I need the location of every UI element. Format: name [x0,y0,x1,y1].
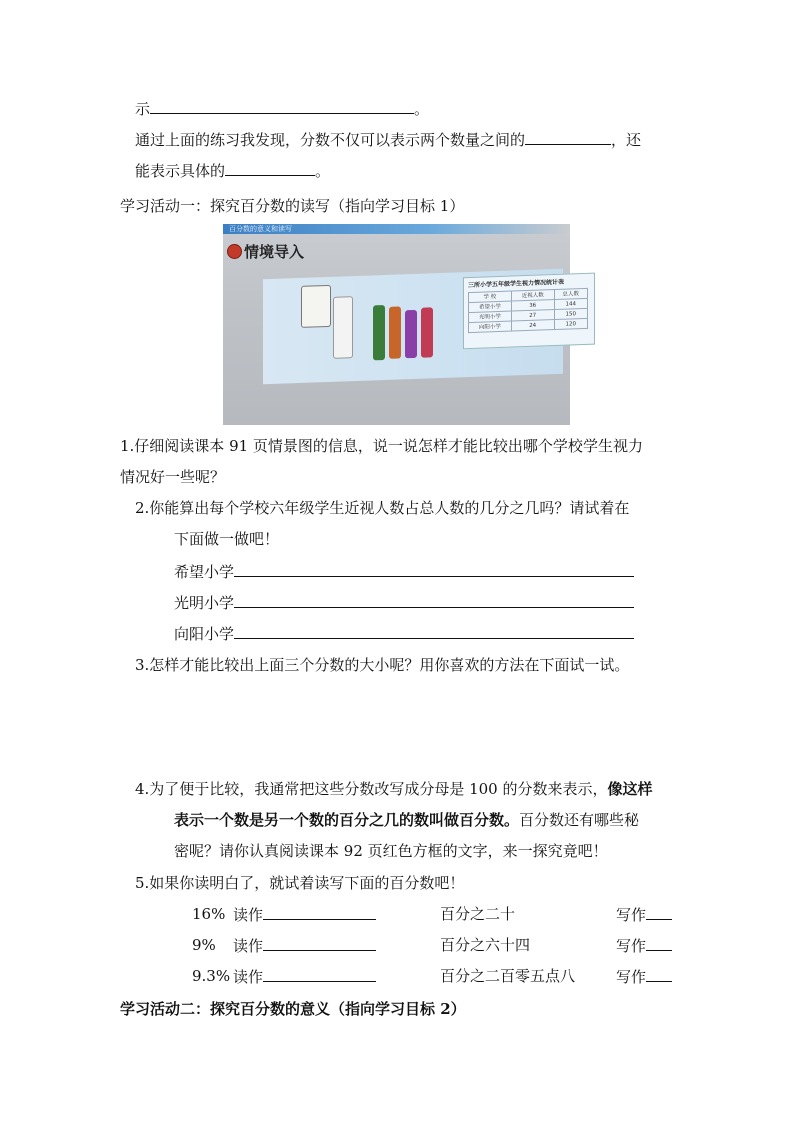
read-row-3: 读作 [233,966,376,987]
read-answer-line[interactable] [263,935,376,951]
read-row-1: 读作 [233,904,376,925]
answer-row-school-3: 向阳小学 [174,623,634,644]
photo-header-strip: 百分数的意义和读写 [223,224,570,234]
answer-row-school-2: 光明小学 [174,592,634,613]
photo-title: 情境导入 [244,243,305,261]
eye-chart-icon [301,285,331,328]
activity2-heading: 学习活动二：探究百分数的意义（指向学习目标 2） [120,1000,466,1018]
read-answer-line[interactable] [263,966,376,982]
chinese-percent-1: 百分之二十 [440,905,516,923]
blank-line-3[interactable] [225,160,315,176]
read-answer-line[interactable] [263,904,376,920]
chinese-percent-2: 百分之六十四 [440,936,531,954]
line-1: 示 。 [135,100,430,118]
textbook-photo [223,224,580,425]
child-figure-icon [373,305,385,360]
scene-illustration [263,269,580,384]
percent-9: 9% [192,936,216,954]
q1-line-2: 情况好一些呢？ [120,468,226,486]
q4-line-2: 表示一个数是另一个数的百分之几的数叫做百分数。百分数还有哪些秘 [174,811,640,829]
answer-row-school-1: 希望小学 [174,561,634,582]
write-row-2: 写作 [616,935,672,956]
write-row-1: 写作 [616,904,672,925]
vision-stats-table: 三所小学五年级学生视力情况统计表 学 校 近视人数 总人数 希望小学 36 144 光明小学 27 150 向阳小学 24 120 [463,273,595,350]
answer-line[interactable] [234,623,634,639]
stats-table: 学 校 近视人数 总人数 希望小学 36 144 光明小学 27 150 向阳小学 24 120 [468,288,588,333]
answer-line[interactable] [234,561,634,577]
q3-line: 3.怎样才能比较出上面三个分数的大小呢？用你喜欢的方法在下面试一试。 [135,656,630,674]
doctor-figure-icon [333,296,353,359]
blank-line-2[interactable] [525,129,611,145]
q2-line-1: 2.你能算出每个学校六年级学生近视人数占总人数的几分之几吗？请试着在 [135,499,630,517]
table-row: 向阳小学 24 120 [469,318,588,332]
write-answer-line[interactable] [646,904,672,920]
percent-9-3: 9.3% [192,967,231,985]
read-row-2: 读作 [233,935,376,956]
q4-line-1: 4.为了便于比较，我通常把这些分数改写成分母是 100 的分数来表示，像这样 [135,780,653,798]
chinese-percent-3: 百分之二百零五点八 [440,967,576,985]
percent-16: 16% [192,905,226,923]
write-answer-line[interactable] [646,935,672,951]
activity1-heading: 学习活动一：探究百分数的读写（指向学习目标 1） [120,197,465,215]
scene-icon [227,244,242,259]
write-row-3: 写作 [616,966,672,987]
write-answer-line[interactable] [646,966,672,982]
table-row: 希望小学 36 144 [469,298,588,312]
answer-line[interactable] [234,592,634,608]
blank-line-1[interactable] [150,98,414,114]
table-row: 光明小学 27 150 [469,308,588,322]
q1-line-1: 1.仔细阅读课本 91 页情景图的信息，说一说怎样才能比较出哪个学校学生视力 [120,437,643,455]
line-3: 能表示具体的 。 [135,162,331,180]
line-2: 通过上面的练习我发现，分数不仅可以表示两个数量之间的 ，还 [135,131,642,149]
q4-line-3: 密呢？请你认真阅读课本 92 页红色方框的文字，来一探究竟吧！ [174,842,608,860]
child-figure-icon [421,307,433,357]
child-figure-icon [389,306,401,358]
child-figure-icon [405,310,417,358]
q2-line-2: 下面做一做吧！ [174,530,280,548]
q5-line: 5.如果你读明白了，就试着读写下面的百分数吧！ [135,874,465,892]
